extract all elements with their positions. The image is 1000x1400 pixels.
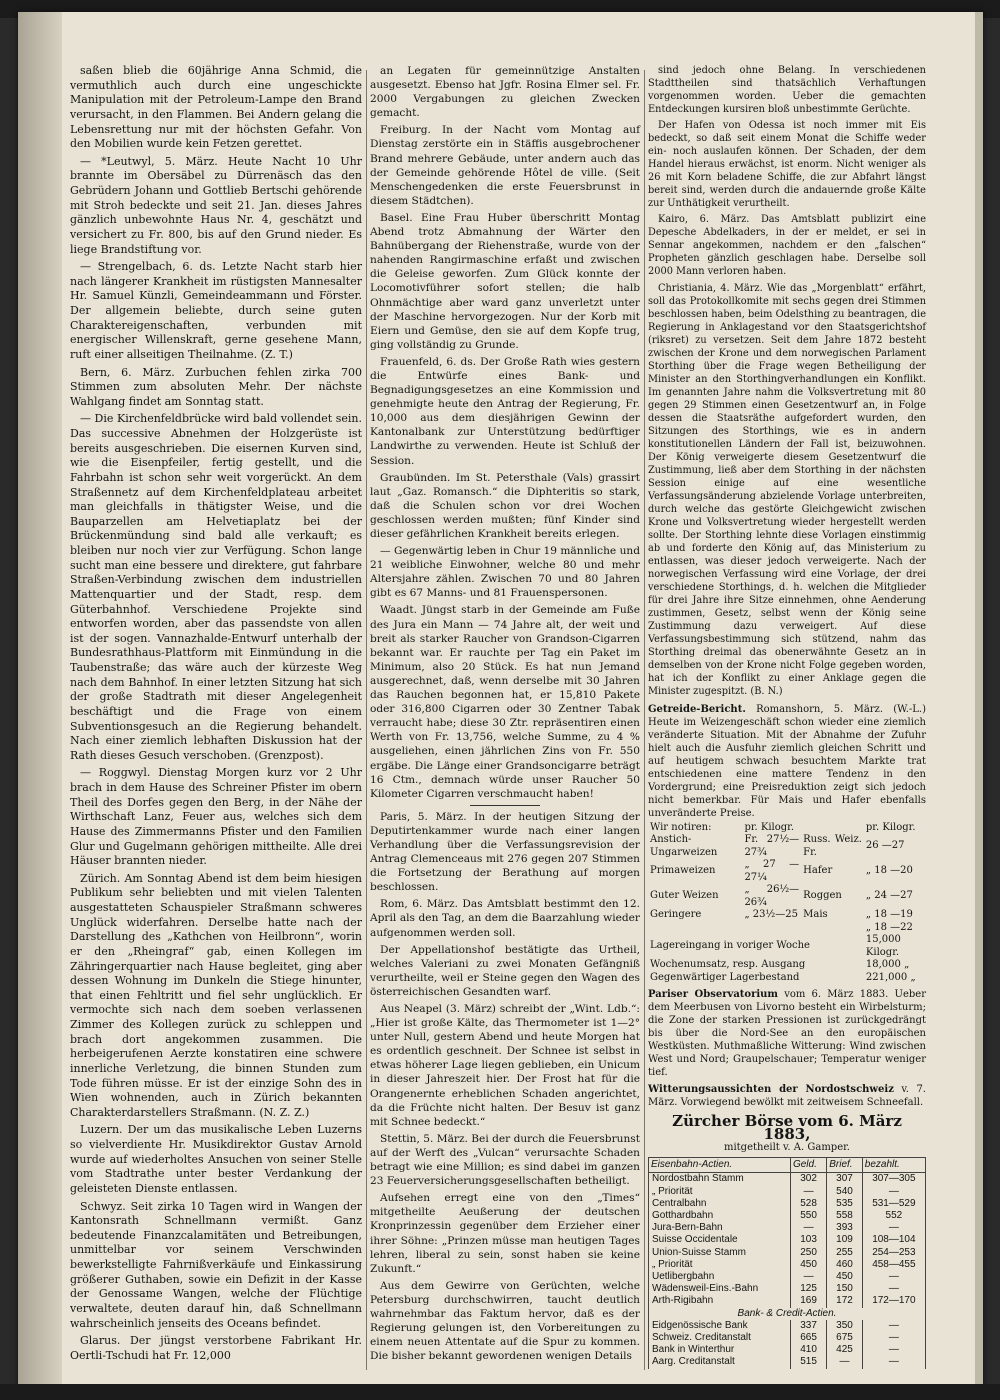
stock-cell: 675	[827, 1332, 863, 1344]
weather-heading: Witterungsaussichten der Nordostschweiz	[648, 1084, 894, 1095]
stock-cell: 550	[790, 1210, 826, 1222]
stock-cell: 425	[827, 1344, 863, 1356]
stock-exchange-table	[648, 1157, 926, 1368]
grain-price-row	[648, 884, 926, 909]
stock-cell: 460	[827, 1259, 863, 1271]
stock-cell: Suisse Occidentale	[649, 1234, 791, 1246]
article-paragraph: Basel. Eine Frau Huber überschritt Montag Abend trotz Abmahnung der Wärter den Bahnübergang der Riehenstraße, wurde von der nahenden Rangirmaschine erfaßt und zwischen die Geleise geworfen. Zum Glück konnte der Locomotivführer sofort stellen; die halb Ohnmächtige aber ward ganz unverletzt unter der Maschine hervorgezogen. Nur der Korb mit Eiern und Gemüse, den sie auf dem Kopfe trug, ging vollständig zu Grunde.	[370, 211, 640, 351]
grain-stock-row	[648, 972, 926, 985]
stock-cell: 558	[827, 1210, 863, 1222]
grain-cell: „ 26½—26¾	[744, 884, 800, 908]
stock-cell: 172—170	[862, 1295, 925, 1307]
grain-cell: Mais	[803, 909, 828, 920]
stock-cell: 450	[827, 1271, 863, 1283]
article-paragraph: Glarus. Der jüngst verstorbene Fabrikant Hr. Oertli-Tschudi hat Fr. 12,000	[70, 1334, 362, 1362]
stock-cell: Bank in Winterthur	[649, 1344, 791, 1356]
grain-cell: Roggen	[803, 890, 842, 902]
stock-exchange-subtitle: mitgetheilt v. A. Gamper.	[723, 1142, 850, 1154]
column-3	[648, 64, 926, 1369]
stock-cell: —	[862, 1356, 925, 1368]
stock-rows-railway	[649, 1173, 926, 1308]
article-paragraph: Bern, 6. März. Zurbuchen fehlen zirka 700 Stimmen zum absoluten Mehr. Der nächste Wahlgang findet am Sonntag statt.	[70, 365, 362, 408]
grain-table-body	[648, 834, 926, 934]
article-paragraph: Stettin, 5. März. Bei der durch die Feuersbrunst auf der Werft des „Vulcan“ verursachte Schaden betragt wie eine Million; es sind dabei im ganzen 23 Feuerversicherungsgesellschaften betheiligt.	[370, 1132, 640, 1188]
stock-row	[649, 1186, 926, 1198]
stock-cell: Schweiz. Creditanstalt	[649, 1332, 791, 1344]
stock-cell: —	[862, 1222, 925, 1234]
stock-row	[649, 1222, 926, 1234]
stock-cell: 665	[790, 1332, 826, 1344]
grain-table-header	[648, 822, 926, 835]
grain-stock-value: 15,000 Kilogr.	[865, 934, 901, 958]
stock-cell: Arth-Rigibahn	[649, 1295, 791, 1307]
section-rule	[470, 805, 540, 806]
grain-header-cell: pr. Kilogr.	[744, 821, 795, 833]
article-paragraph: Aufsehen erregt eine von den „Times“ mitgetheilte Aeußerung der deutschen Kronprinzessin gegenüber dem Erzieher einer ihrer Söhne: „Prinzen müsse man heutigen Tages lehren, liberal zu sein, sonst haben sie keine Zukunft.“	[370, 1192, 640, 1275]
stock-cell: 255	[827, 1247, 863, 1259]
grain-stock-label: Lagereingang in voriger Woche	[650, 940, 810, 952]
stock-cell: Aarg. Creditanstalt	[649, 1356, 791, 1368]
stock-cell: —	[827, 1356, 863, 1368]
article-paragraph: Aus Neapel (3. März) schreibt der „Wint. Ldb.“: „Hier ist große Kälte, das Thermometer ist 1—2° unter Null, gestern Abend und heute Morgen hat es ordentlich geschneit. Der Schnee ist selbst in etwas höherer Lage liegen geblieben, ein Unicum in dieser Jahreszeit hier. Der Frost hat für die Orangenernte erheblichen Schaden angerichtet, da die Früchte nicht halten. Der Besuv ist ganz mit Schnee bedeckt.“	[370, 1003, 640, 1128]
stock-cell: —	[862, 1332, 925, 1344]
grain-price-row	[648, 859, 926, 884]
grain-report-text: Romanshorn, 5. März. (W.-L.) Heute im Weizengeschäft schon wieder eine ziemlich veränderte Situation. Mit der Abnahme der Zufuhr hielt auch die Ausfuhr ziemlich gleichen Schritt und auf heutigem schwach besuchtem Markte trat entschiedenen eine mattere Tendenz in den Vordergrund; eine Preisreduktion zeigt sich jedoch nicht bemerkbar. Für Mais und Hafer ebenfalls unveränderte Preise.	[648, 703, 926, 819]
stock-header-cell: bezahlt.	[862, 1158, 925, 1173]
stock-header-cell: Brief.	[827, 1158, 863, 1173]
article-paragraph: an Legaten für gemeinnützige Anstalten ausgesetzt. Ebenso hat Jgfr. Rosina Elmer sel. Fr. 2000 Vergabungen zu gleichen Zwecken gemacht.	[370, 65, 640, 120]
stock-cell: —	[862, 1344, 925, 1356]
grain-price-row	[648, 909, 926, 922]
weather-text: Vorwiegend bewölkt mit zeitweisem Schneefall.	[680, 1097, 924, 1108]
stock-cell: —	[862, 1186, 925, 1198]
stock-cell: 307—305	[862, 1173, 925, 1186]
stock-cell: Eidgenössische Bank	[649, 1320, 791, 1332]
grain-cell: „ 18 —19	[865, 909, 913, 920]
article-paragraph: — Gegenwärtig leben in Chur 19 männliche und 21 weibliche Einwohner, welche 80 und mehr Altersjahre zählen. Zwischen 70 und 80 Jahren gibt es 67 Manns- und 81 Frauenspersonen.	[370, 545, 640, 600]
article-paragraph: sind jedoch ohne Belang. In verschiedenen Stadttheilen sind thatsächlich Verhaftungen vorgenommen worden. Ueber die gemachten Entdeckungen kursiren bloß unbestimmte Gerüchte.	[648, 65, 926, 116]
grain-stock-row	[648, 959, 926, 972]
stock-exchange-title: Zürcher Börse vom 6. März 1883,	[672, 1112, 902, 1144]
grain-cell: Geringere	[650, 909, 702, 920]
article-paragraph: saßen blieb die 60jährige Anna Schmid, die vermuthlich auch durch eine ungeschickte Manipulation mit der Petroleum-Lampe den Brand verursacht, in den Flammen. Bei Andern gelang die Lebensrettung nur mit der höchsten Gefahr. Von den Mobilien wurde kein Fetzen gerettet.	[70, 64, 362, 151]
article-paragraph: Luzern. Der um das musikalische Leben Luzerns so vielverdiente Hr. Musikdirektor Gustav Arnold wurde auf wiederholtes Ansuchen von seiner Stelle vom Stadtrathe unter bester Verdankung der geleisteten Dienste entlassen.	[70, 1123, 362, 1195]
grain-header-cell: Wir notiren:	[650, 821, 712, 833]
grain-cell	[648, 922, 742, 935]
stock-cell: —	[790, 1222, 826, 1234]
grain-cell: Hafer	[803, 865, 833, 877]
observatory-date: vom 6. März 1883.	[784, 989, 889, 1000]
stock-row	[649, 1234, 926, 1246]
stock-cell: —	[790, 1271, 826, 1283]
grain-report	[648, 703, 926, 985]
stock-section-header	[649, 1308, 926, 1320]
grain-stock-label: Gegenwärtiger Lagerbestand	[650, 971, 800, 983]
grain-price-row	[648, 834, 926, 859]
column-2	[370, 64, 640, 1366]
article-paragraph: Schwyz. Seit zirka 10 Tagen wird in Wangen der Kantonsrath Schnellmann vermißt. Ganz bedeutende Finanzcalamitäten und Betreibungen, unmittelbar vor seinem Verschwinden bewerkstelligte Fahrnißverkäufe und Einkassirung größerer Guthaben, sowie ein Defizit in der Kasse der Genossame Wangen, welche der Flüchtige verwaltete, deuten darauf hin, daß Schnellmann wahrscheinlich jenseits des Oceans befindet.	[70, 1199, 362, 1330]
stock-header-cell: Geld.	[790, 1158, 826, 1173]
observatory-text: Ueber dem Meerbusen von Livorno besteht ein Wirbelsturm; die Zone der starken Pressionen ist zurückgedrängt bis über die Nord-See an den europäischen Westküsten. Muthmaßliche Witterung: Wind zwischen West und Nord; Graupelschauer; Temperatur weniger tief.	[648, 989, 926, 1078]
article-paragraph: Waadt. Jüngst starb in der Gemeinde am Fuße des Jura ein Mann — 74 Jahre alt, der weit und breit als starker Raucher von Grandson-Cigarren bekannt war. Er rauchte per Tag ein Paket im Minimum, also 20 Stück. Es hat nun Jemand ausgerechnet, daß, wenn derselbe mit 30 Jahren das Rauchen begonnen hat, er 15,810 Pakete oder 316,800 Cigarren oder 30 Zentner Tabak verraucht habe; diese 30 Ztr. repräsentiren einen Werth von Fr. 13,756, welche Summe, zu 4 % ausgeliehen, einen jährlichen Zins von Fr. 550 ergäbe. Die Länge einer Grandsoncigarre beträgt 16 Ctm., demnach würde unser Raucher 50 Kilometer Cigarren verschmaucht haben!	[370, 604, 640, 800]
stock-cell: 103	[790, 1234, 826, 1246]
article-paragraph: Frauenfeld, 6. ds. Der Große Rath wies gestern die Entwürfe eines Bank- und Begnadigungsgesetzes an eine Kommission und genehmigte heute den Antrag der Regierung, Fr. 10,000 aus dem diesjährigen Gewinn der Kantonalbank zur Unterstützung bedürftiger Landwirthe zu verwenden. Heute ist Schluß der Session.	[370, 355, 640, 467]
stock-row	[649, 1259, 926, 1271]
grain-stock-value: 221,000 „	[865, 971, 916, 983]
grain-stock-label: Wochenumsatz, resp. Ausgang	[650, 959, 806, 970]
stock-cell: 458—455	[862, 1259, 925, 1271]
grain-stock-value: 18,000 „	[865, 959, 910, 970]
stock-row	[649, 1247, 926, 1259]
article-paragraph: — *Leutwyl, 5. März. Heute Nacht 10 Uhr brannte im Obersäbel zu Dürrenäsch das den Gebrüdern Johann und Gottlieb Bertschi gehörende mit Stroh bedeckte und seit 21. Jan. dieses Jahres gänzlich unbewohnte Haus Nr. 4, geschätzt und versichert zu Fr. 800, bis auf den Grund nieder. Es liege Brandstiftung vor.	[70, 154, 362, 256]
page-binding-shadow	[18, 12, 62, 1390]
stock-cell: 125	[790, 1283, 826, 1295]
grain-cell: „ 18 —20	[865, 865, 913, 877]
article-paragraph: Kairo, 6. März. Das Amtsblatt publizirt eine Depesche Abdelkaders, in der er meldet, er sei in Sennar angekommen, nachdem er den „falschen“ Propheten gänzlich geschlagen habe. Derselbe soll 2000 Mann verloren haben.	[648, 214, 926, 278]
article-paragraph: — Die Kirchenfeldbrücke wird bald vollendet sein. Das successive Abnehmen der Holzgerüste ist bereits ausgeschrieben. Die eisernen Kurven sind, wie die Eisenpfeiler, fertig gestellt, und die Fahrbahn ist schon sehr weit vorgerückt. An dem Straßennetz auf dem Kirchenfeldplateau arbeitet man gleichfalls in thätigster Weise, und die Bauparzellen am Helvetiaplatz bei der Brückenmündung sind bald alle verkauft; es bleiben nur noch vier zur Verfügung. Schon lange sucht man eine bessere und direktere, gut fahrbare Straßen-Verbindung zwischen dem industriellen Mattenquartier und der Stadt, resp. dem Güterbahnhof. Verschiedene Projekte sind entworfen worden, aber das passendste von allen ist der sogen. Vannazhalde-Entwurf unterhalb der Bundesrathhaus-Plattform mit Einmündung in die Taubenstraße; das wäre auch der kürzeste Weg nach dem Bahnhof. In einer letzten Sitzung hat sich der große Stadtrath mit dieser Angelegenheit beschäftigt und die Frage von einem Subventionsgesuch an die Regierung behandelt. Nach einer ziemlich lebhaften Diskussion hat der Rath dieses Gesuch verschoben. (Grenzpost).	[70, 412, 362, 762]
grain-stock-body	[648, 934, 926, 984]
stock-table-header	[649, 1158, 926, 1173]
stock-row	[649, 1356, 926, 1368]
stock-cell: 307	[827, 1173, 863, 1186]
stock-cell: —	[862, 1320, 925, 1332]
article-paragraph: Der Hafen von Odessa ist noch immer mit Eis bedeckt, so daß seit einem Monat die Schiffe weder ein- noch auslaufen können. Der Schaden, der dem Handel hieraus erwächst, ist enorm. Nicht weniger als 26 mit Korn beladene Schiffe, die zur Abfahrt längst bereit sind, werden durch die andauernde große Kälte zur Unthätigkeit verurtheilt.	[648, 120, 926, 210]
stock-cell: 531—529	[862, 1198, 925, 1210]
stock-cell: Union-Suisse Stamm	[649, 1247, 791, 1259]
stock-cell: 410	[790, 1344, 826, 1356]
stock-cell: 450	[790, 1259, 826, 1271]
stock-row	[649, 1283, 926, 1295]
grain-report-heading: Getreide-Bericht.	[648, 703, 746, 715]
grain-price-row	[648, 922, 926, 935]
column-3-articles	[648, 64, 926, 699]
stock-row	[649, 1173, 926, 1186]
grain-cell: „ 24 —27	[865, 890, 913, 902]
grain-cell: 26 —27	[865, 840, 905, 852]
stock-cell: 150	[827, 1283, 863, 1295]
grain-price-table	[648, 822, 926, 985]
grain-cell: „ 27 —27¼	[744, 859, 800, 883]
stock-header-cell: Eisenbahn-Actien.	[649, 1158, 791, 1173]
stock-cell: 250	[790, 1247, 826, 1259]
stock-row	[649, 1320, 926, 1332]
article-paragraph: — Roggwyl. Dienstag Morgen kurz vor 2 Uhr brach in dem Hause des Schreiner Pfister im obern Theil des Dorfes gegen den Berg, in der Nähe der Wirthschaft Lanz, Feuer aus, welches sich dem Hause des Zimmermanns Pfister und den Familien Glur und Gugelmann gehörigen mittheilte. Alle drei Häuser brannten nieder.	[70, 766, 362, 868]
grain-cell: Primaweizen	[650, 865, 716, 877]
grain-cell: „ 18 —22	[865, 921, 913, 933]
stock-cell: Jura-Bern-Bahn	[649, 1222, 791, 1234]
article-paragraph: Paris, 5. März. In der heutigen Sitzung der Deputirtenkammer wurde nach einer langen Verhandlung über die Verfassungsrevision der Antrag Clemenceaus mit 276 gegen 207 Stimmen die Fortsetzung der Berathung auf morgen beschlossen.	[370, 810, 640, 894]
stock-row	[649, 1198, 926, 1210]
observatory-report	[648, 988, 926, 1079]
stock-cell: 337	[790, 1320, 826, 1332]
stock-cell: 172	[827, 1295, 863, 1307]
stock-row	[649, 1295, 926, 1307]
stock-cell: „ Priorität	[649, 1186, 791, 1198]
stock-cell: 169	[790, 1295, 826, 1307]
stock-cell: 254—253	[862, 1247, 925, 1259]
article-paragraph: Christiania, 4. März. Wie das „Morgenblatt“ erfährt, soll das Protokollkomite mit sechs gegen drei Stimmen beschlossen haben, beim Odelsthing zu beantragen, die Regierung in Anklagestand vor den Staatsgerichtshof (riksret) zu versetzen. Seit dem Jahre 1872 besteht zwischen der Krone und dem norwegischen Parlament Storthing über die Frage wegen Betheiligung der Minister an den Storthingverhandlungen ein Konflikt. Im genannten Jahre nahm die Volksvertretung mit 80 gegen 29 Stimmen einen Gesetzentwurf an, in Folge dessen die Staatsräthe aufgefordert wurden, den Sitzungen des Storthings, wie es in andern konstitutionellen Ländern der Fall ist, beizuwohnen. Der König verweigerte diesem Gesetzentwurf die Zustimmung, ließ aber dem Storthing in der nächsten Session einige auf eine wesentliche Verfassungsänderung abzielende Vorlage unterbreiten, durch welche das gestörte Gleichgewicht zwischen Krone und Volksvertretung wieder hergestellt werden sollte. Der Storthing lehnte diese Vorlagen einstimmig ab und forderte den König auf, das Ministerium zu entlassen, was dieser jedoch verweigerte. Nach der norwegischen Verfassung wird eine Vorlage, der drei verschiedene Storthings, d. h. welchen die Mitglieder für drei Jahre ihre Sitze einnehmen, ohne Aenderung zustimmen, Gesetz, selbst wenn der König seine Zustimmung dazu verweigert. Auf diese Verfassungsbestimmung sich stützend, nahm das Storthing dreimal das obenerwähnte Gesetz an in demselben von der Krone nicht Folge gegeben worden, hat ich der Konflikt zu einer Anklage gegen die Minister zugespitzt. (B. N.)	[648, 282, 926, 698]
stock-cell: 393	[827, 1222, 863, 1234]
grain-header-cell: pr. Kilogr.	[865, 821, 916, 833]
stock-cell: 540	[827, 1186, 863, 1198]
grain-cell	[742, 922, 801, 935]
article-paragraph: Freiburg. In der Nacht vom Montag auf Dienstag zerstörte ein in Stäffis ausgebrochener Brand mehrere Gebäude, unter andern auch das der Gemeinde gehörende Hôtel de ville. (Seit Menschengedenken die erste Feuersbrunst in diesem Städtchen).	[370, 124, 640, 207]
stock-cell: 108—104	[862, 1234, 925, 1246]
grain-header-cell	[801, 822, 864, 835]
stock-cell: Nordostbahn Stamm	[649, 1173, 791, 1186]
weather-date: v. 7. März.	[648, 1084, 926, 1108]
grain-cell: Russ. Weiz. Fr.	[803, 834, 862, 858]
observatory-heading: Pariser Observatorium	[648, 989, 779, 1000]
scan-border-bottom	[0, 1384, 1000, 1400]
grain-cell: Anstich-Ungarweizen	[650, 834, 718, 858]
page-edge	[975, 12, 983, 1390]
article-paragraph: Der Appellationshof bestätigte das Urtheil, welches Valeriani zu zwei Monaten Gefängniß verurtheilte, weil er Steine gegen den Wagen des österreichischen Gesandten warf.	[370, 943, 640, 998]
stock-cell: —	[862, 1283, 925, 1295]
stock-rows-bank	[649, 1320, 926, 1369]
stock-row	[649, 1271, 926, 1283]
grain-cell: Guter Weizen	[650, 890, 719, 902]
stock-row	[649, 1210, 926, 1222]
grain-stock-row	[648, 934, 926, 959]
grain-cell	[801, 922, 864, 935]
stock-cell: —	[790, 1186, 826, 1198]
weather-report	[648, 1083, 926, 1109]
stock-cell: 552	[862, 1210, 925, 1222]
stock-cell: 350	[827, 1320, 863, 1332]
stock-cell: 109	[827, 1234, 863, 1246]
stock-section-label: Bank- & Credit-Actien.	[649, 1308, 926, 1320]
grain-cell: Fr. 27½—27¾	[744, 834, 800, 858]
column-1	[70, 64, 362, 1366]
stock-cell: Wädensweil-Eins.-Bahn	[649, 1283, 791, 1295]
stock-cell: Uetlibergbahn	[649, 1271, 791, 1283]
stock-cell: 535	[827, 1198, 863, 1210]
stock-cell: Gotthardbahn	[649, 1210, 791, 1222]
article-paragraph: Rom, 6. März. Das Amtsblatt bestimmt den 12. April als den Tag, an dem die Baarzahlung wieder aufgenommen werden soll.	[370, 898, 640, 939]
stock-row	[649, 1332, 926, 1344]
stock-cell: 302	[790, 1173, 826, 1186]
stock-cell: 528	[790, 1198, 826, 1210]
article-paragraph: Zürich. Am Sonntag Abend ist dem beim hiesigen Publikum sehr beliebten und mit vielen Talenten ausgestatteten Schauspieler Straßmann schweres Unglück widerfahren. Derselbe hatte nach der Darstellung des „Kathchen von Heilbronn“, worin er den „Rheingraf“ gab, einen Kollegen im Zähringerquartier nach Hause begleitet, ging aber dessen Wohnung im Dunkeln die Stiege hinunter, that einen Fehltritt und fiel sehr unglücklich. Er vermochte sich nach dem soeben verlassenen Zimmer des Kollegen zurück zu schleppen und brach dort angekommen zusammen. Die herbeigerufenen Aerzte konstatiren eine schwere innerliche Verletzung, die binnen Stunden zum Tode führen müsse. Er ist der einzige Sohn des in Wien wohnenden, auch in Zürich bekannten Charakterdarstellers Straßmann. (N. Z. Z.)	[70, 871, 362, 1119]
stock-cell: „ Priorität	[649, 1259, 791, 1271]
stock-row	[649, 1344, 926, 1356]
stock-cell: —	[862, 1271, 925, 1283]
column-divider	[366, 70, 367, 1370]
article-paragraph: Aus dem Gewirre von Gerüchten, welche Petersburg durchschwirren, taucht deutlich wahrnehmbar das Faktum hervor, daß es der Regierung gelungen ist, den Vorbereitungen zu einem neuen Attentate auf die Spur zu kommen. Die bisher bekannt gewordenen wenigen Details	[370, 1279, 640, 1363]
article-paragraph: Graubünden. Im St. Petersthale (Vals) grassirt laut „Gaz. Romansch.“ die Diphteritis so stark, daß die Schulen schon vor drei Wochen geschlossen werden mußten; fünf Kinder sind dieser gefährlichen Krankheit bereits erlegen.	[370, 471, 640, 540]
stock-cell: Centralbahn	[649, 1198, 791, 1210]
article-paragraph: — Strengelbach, 6. ds. Letzte Nacht starb hier nach längerer Krankheit im rüstigsten Mannesalter Hr. Samuel Künzli, Gemeindeammann und Förster. Der allgemein beliebte, durch seine guten Charaktereigenschaften, verbunden mit energischer Willenskraft, gerne gesehene Mann, ruft einer allseitigen Theilnahme. (Z. T.)	[70, 260, 362, 361]
grain-cell: „ 23½—25	[744, 909, 798, 920]
column-divider	[644, 70, 645, 1370]
stock-cell: 515	[790, 1356, 826, 1368]
